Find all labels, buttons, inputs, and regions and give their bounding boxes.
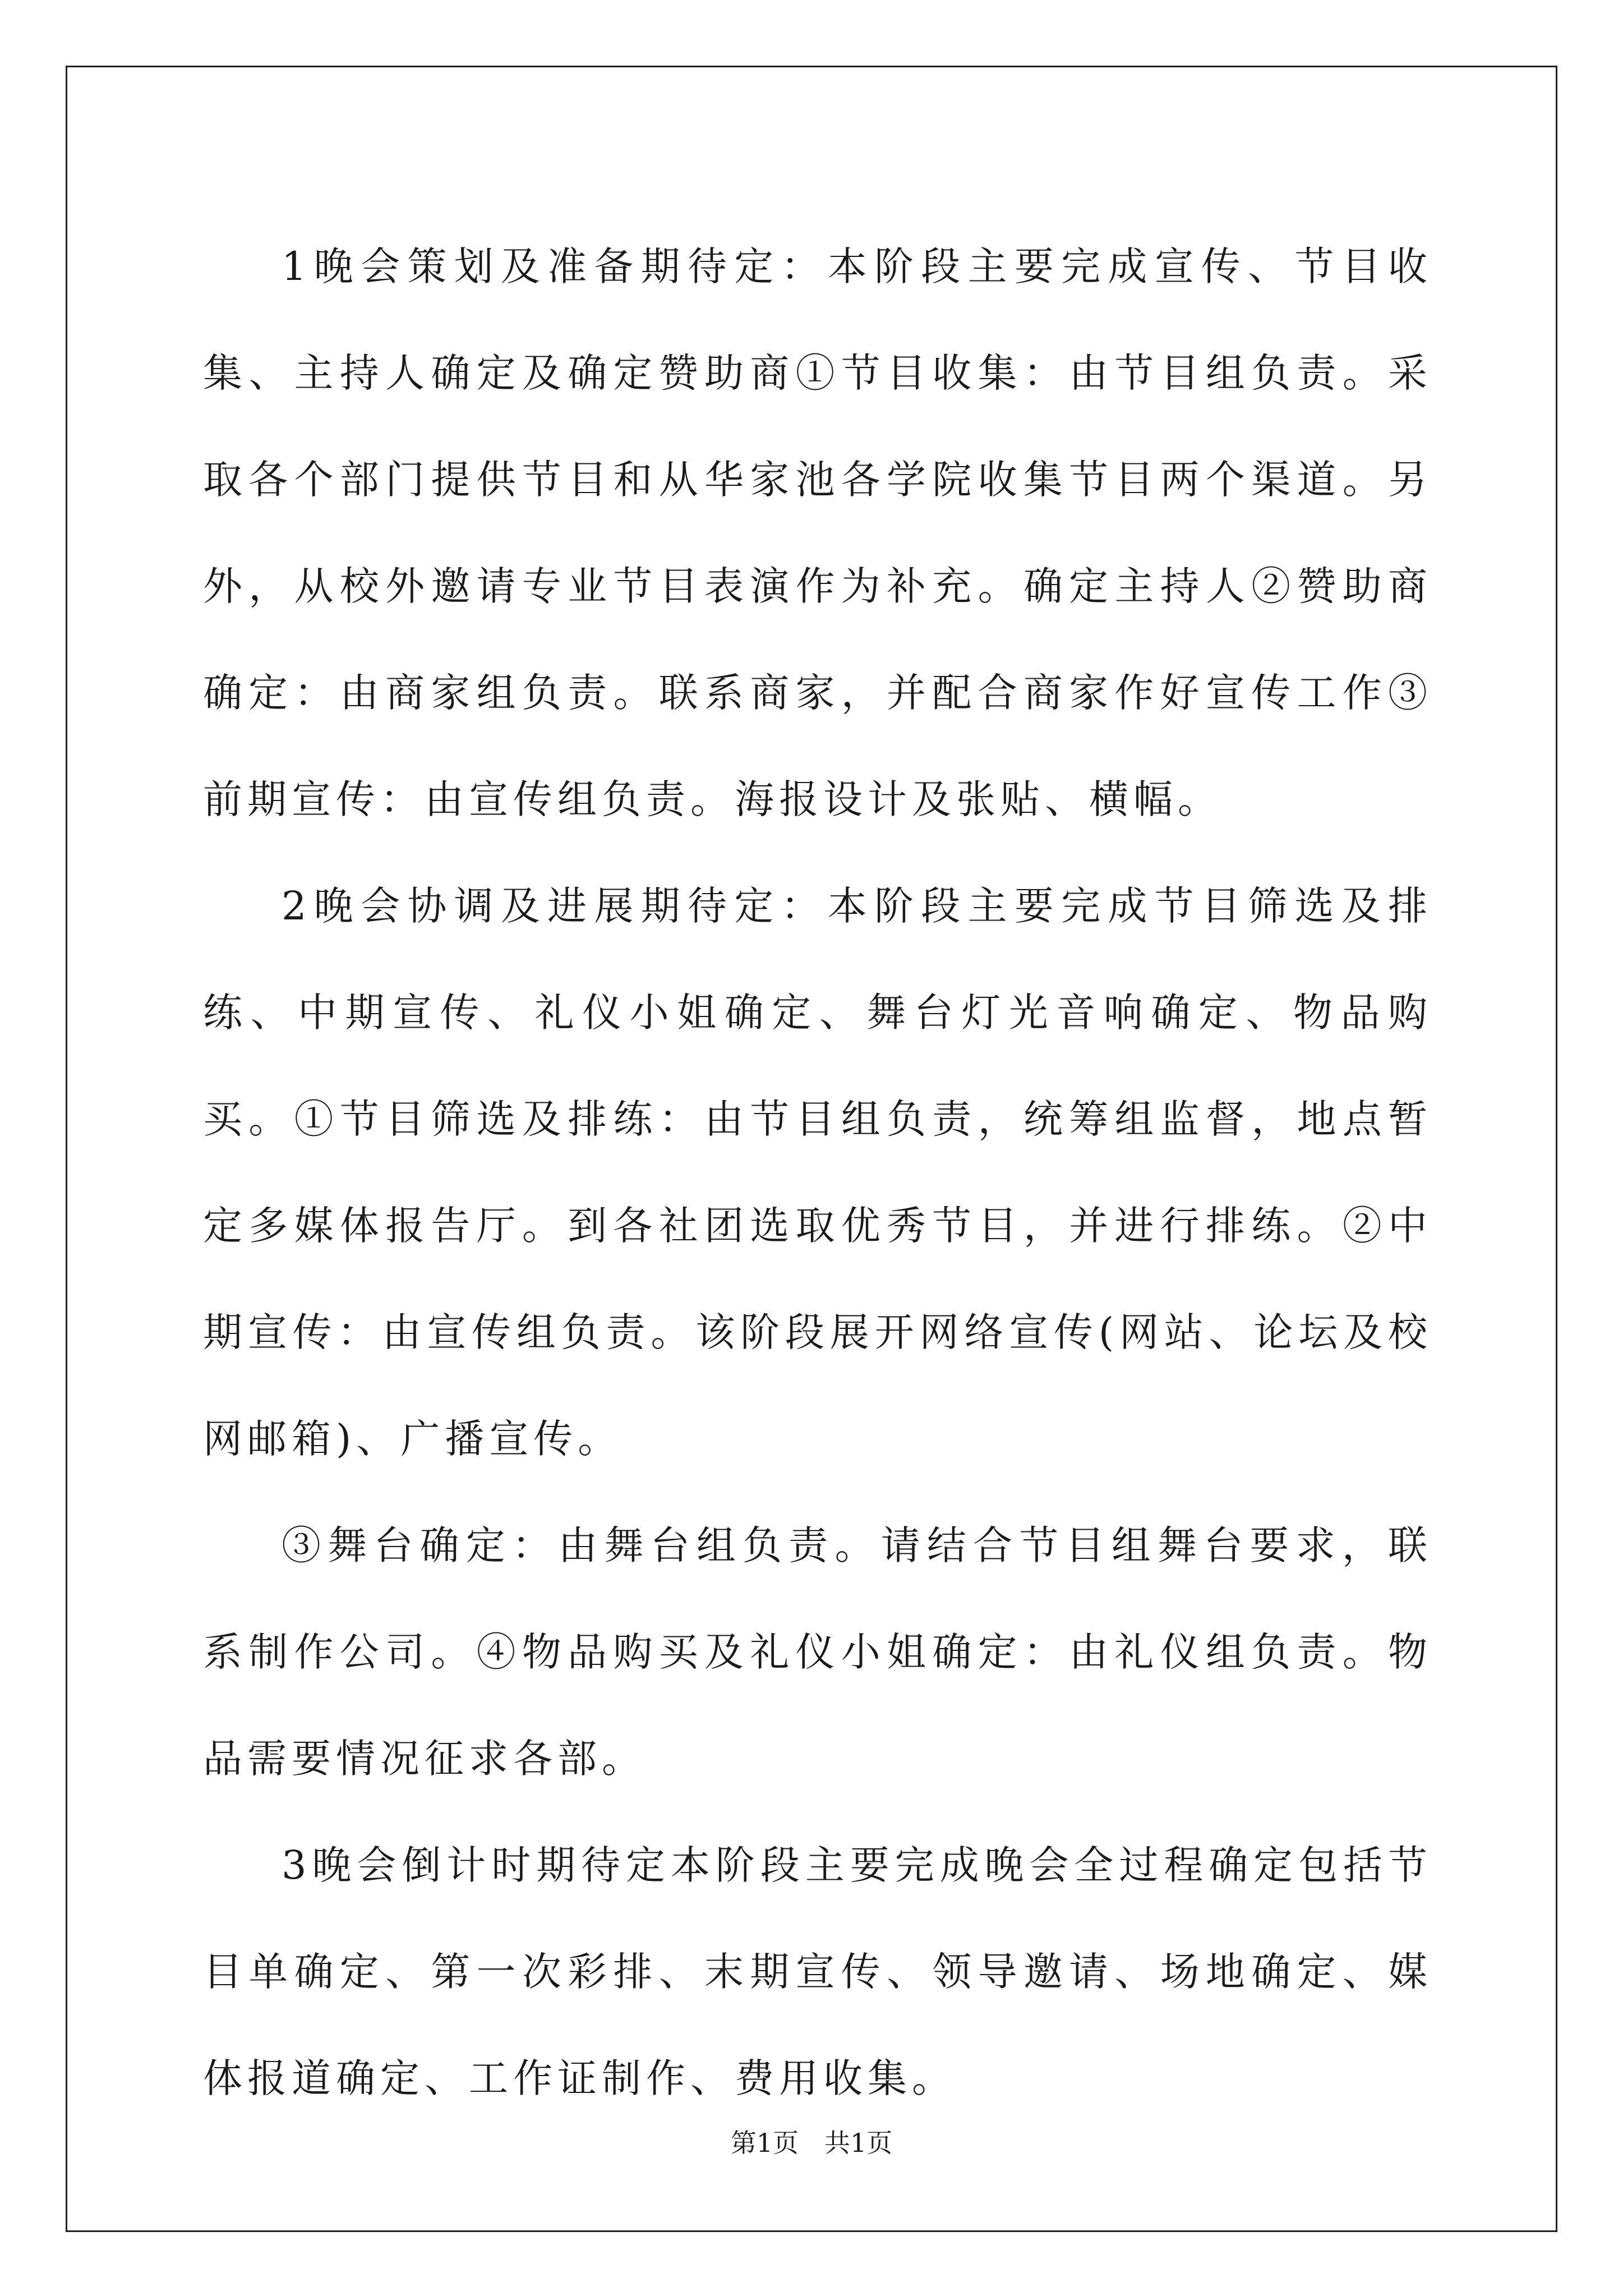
- paragraph-3: ③舞台确定：由舞台组负责。请结合节目组舞台要求，联系制作公司。④物品购买及礼仪小姐确定：由礼仪组负责。物品需要情况征求各部。: [203, 1522, 1432, 1782]
- paragraph-1: 1晚会策划及准备期待定：本阶段主要完成宣传、节目收集、主持人确定及确定赞助商①节目收集：由节目组负责。采取各个部门提供节目和从华家池各学院收集节目两个渠道。另外，从校外邀请专业节目表演作为补充。确定主持人②赞助商确定：由商家组负责。联系商家，并配合商家作好宣传工作③前期宣传：由宣传组负责。海报设计及张贴、横幅。: [203, 243, 1432, 822]
- document-body: [203, 213, 1432, 2132]
- page-number: 第1页: [730, 2128, 799, 2158]
- page-footer: [0, 2126, 1623, 2160]
- paragraph-2: 2晚会协调及进展期待定：本阶段主要完成节目筛选及排练、中期宣传、礼仪小姐确定、舞台灯光音响确定、物品购买。①节目筛选及排练：由节目组负责，统筹组监督，地点暂定多媒体报告厅。到各社团选取优秀节目，并进行排练。②中期宣传：由宣传组负责。该阶段展开网络宣传(网站、论坛及校网邮箱)、广播宣传。: [203, 883, 1432, 1462]
- page-total: 共1页: [824, 2128, 893, 2158]
- paragraph-4: 3晚会倒计时期待定本阶段主要完成晚会全过程确定包括节目单确定、第一次彩排、末期宣传、领导邀请、场地确定、媒体报道确定、工作证制作、费用收集。: [203, 1842, 1432, 2101]
